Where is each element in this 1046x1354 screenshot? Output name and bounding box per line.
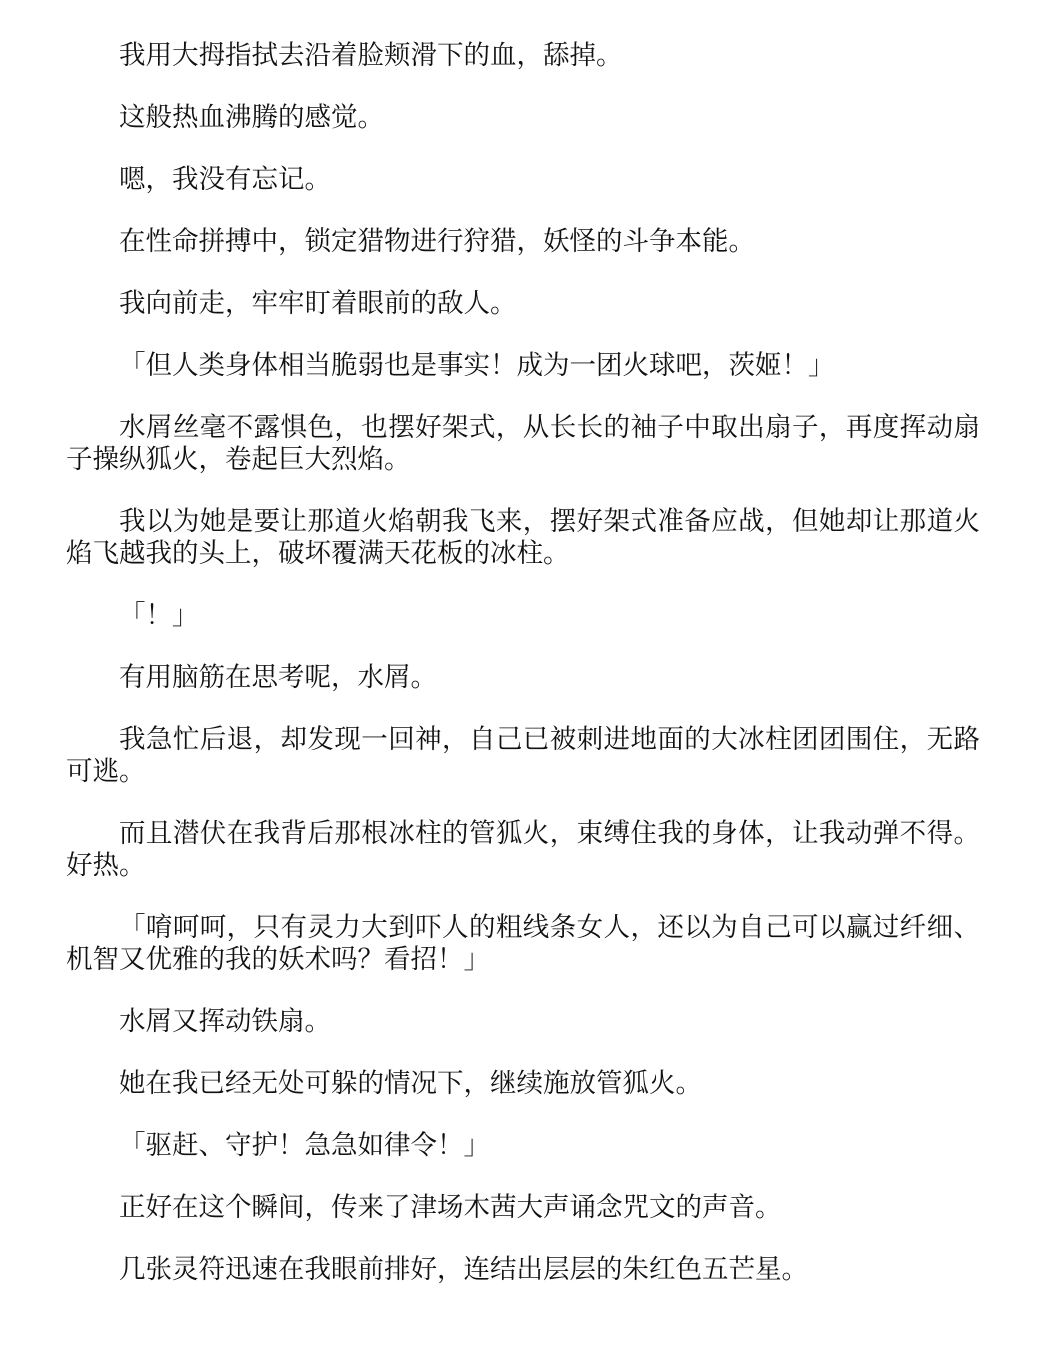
document-page — [66, 40, 980, 1316]
paragraph-1: 我用大拇指拭去沿着脸颊滑下的血，舔掉。 — [119, 40, 623, 71]
paragraph-14: 水屑又挥动铁扇。 — [119, 1006, 331, 1037]
paragraph-5: 我向前走，牢牢盯着眼前的敌人。 — [119, 288, 517, 319]
paragraph-12: 而且潜伏在我背后那根冰柱的管狐火，束缚住我的身体，让我动弹不得。好热。 — [66, 818, 980, 881]
paragraph-16: 「驱赶、守护！急急如律令！」 — [119, 1130, 490, 1161]
paragraph-3: 嗯，我没有忘记。 — [119, 164, 331, 195]
paragraph-6: 「但人类身体相当脆弱也是事实！成为一团火球吧，茨姬！」 — [119, 350, 835, 381]
paragraph-9: 「！」 — [119, 600, 199, 631]
paragraph-13: 「唷呵呵，只有灵力大到吓人的粗线条女人，还以为自己可以赢过纤细、机智又优雅的我的妖术吗？看招！」 — [66, 912, 980, 975]
paragraph-2: 这般热血沸腾的感觉。 — [119, 102, 384, 133]
paragraph-7: 水屑丝毫不露惧色，也摆好架式，从长长的袖子中取出扇子，再度挥动扇子操纵狐火，卷起巨大烈焰。 — [66, 412, 980, 475]
paragraph-10: 有用脑筋在思考呢，水屑。 — [119, 662, 437, 693]
paragraph-4: 在性命拼搏中，锁定猎物进行狩猎，妖怪的斗争本能。 — [119, 226, 755, 257]
paragraph-8: 我以为她是要让那道火焰朝我飞来，摆好架式准备应战，但她却让那道火焰飞越我的头上，破坏覆满天花板的冰柱。 — [66, 506, 980, 569]
paragraph-15: 她在我已经无处可躲的情况下，继续施放管狐火。 — [119, 1068, 702, 1099]
paragraph-11: 我急忙后退，却发现一回神，自己已被刺进地面的大冰柱团团围住，无路可逃。 — [66, 724, 980, 787]
paragraph-18: 几张灵符迅速在我眼前排好，连结出层层的朱红色五芒星。 — [119, 1254, 808, 1285]
paragraph-17: 正好在这个瞬间，传来了津场木茜大声诵念咒文的声音。 — [119, 1192, 782, 1223]
